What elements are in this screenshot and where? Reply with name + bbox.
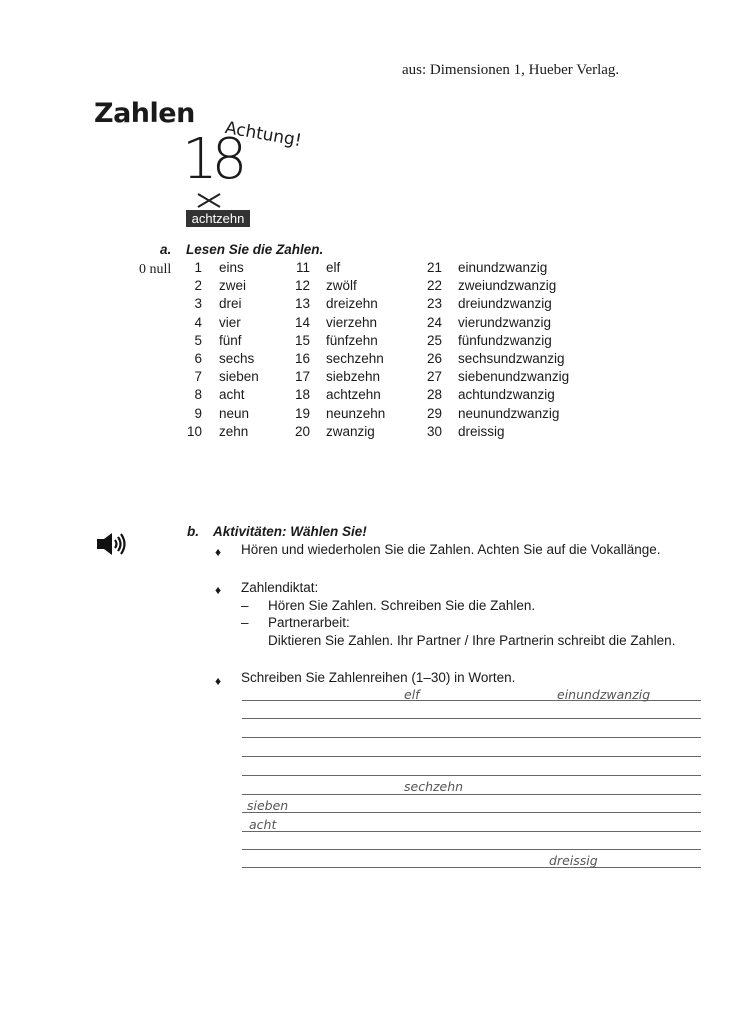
number-digit: 26 bbox=[426, 351, 442, 366]
handwritten-elf: elf bbox=[404, 687, 420, 702]
section-b-letter: b. bbox=[187, 524, 199, 539]
writing-line bbox=[242, 849, 701, 850]
number-digit: 10 bbox=[186, 423, 202, 439]
handwritten-einundzwanzig: einundzwanzig bbox=[557, 687, 651, 702]
number-word: sechsundzwanzig bbox=[458, 351, 565, 366]
writing-line bbox=[242, 794, 701, 795]
number-digit: 11 bbox=[295, 260, 310, 275]
number-word: sechs bbox=[219, 351, 255, 366]
writing-line bbox=[242, 775, 701, 776]
number-digit: 6 bbox=[194, 351, 202, 366]
number-word: fünfzehn bbox=[326, 332, 378, 348]
handwritten-dreissig: dreissig bbox=[549, 853, 598, 868]
number-word: zwanzig bbox=[326, 423, 375, 439]
number-word: neunzehn bbox=[326, 405, 386, 421]
number-digit: 25 bbox=[426, 332, 442, 348]
number-digit: 8 bbox=[194, 387, 202, 403]
number-word: neunundzwanzig bbox=[458, 405, 560, 421]
section-a-letter: a. bbox=[160, 242, 172, 257]
number-digit: 1 bbox=[194, 260, 202, 275]
number-word: achtundzwanzig bbox=[458, 387, 555, 403]
number-word: fünf bbox=[219, 332, 242, 348]
handwritten-sechzehn: sechzehn bbox=[404, 779, 464, 794]
number-word: acht bbox=[219, 387, 245, 403]
number-word: elf bbox=[326, 260, 341, 275]
achtzehn-tag: achtzehn bbox=[186, 210, 250, 227]
handwritten-sieben: sieben bbox=[247, 798, 289, 813]
achtung-label: Achtung! bbox=[223, 118, 304, 152]
number-word: einundzwanzig bbox=[458, 260, 548, 275]
writing-line bbox=[242, 737, 701, 738]
number-word: siebzehn bbox=[326, 369, 381, 385]
number-digit: 18 bbox=[294, 387, 310, 403]
number-digit: 4 bbox=[194, 314, 202, 330]
number-digit: 16 bbox=[294, 351, 310, 366]
number-digit: 7 bbox=[194, 369, 202, 385]
number-digit: 29 bbox=[426, 405, 442, 421]
number-digit: 3 bbox=[194, 296, 202, 312]
number-word: eins bbox=[219, 260, 244, 275]
source-citation: aus: Dimensionen 1, Hueber Verlag. bbox=[402, 62, 620, 78]
dash-1: – bbox=[241, 598, 249, 613]
number-digit: 12 bbox=[294, 278, 310, 294]
number-word: sieben bbox=[219, 369, 259, 385]
number-digit: 19 bbox=[294, 405, 310, 421]
number-digit: 5 bbox=[194, 332, 202, 348]
sub-2b-text: Diktieren Sie Zahlen. Ihr Partner / Ihre Partnerin schreibt die Zahlen. bbox=[268, 633, 676, 648]
bullet-1-text: Hören und wiederholen Sie die Zahlen. Achten Sie auf die Vokallänge. bbox=[241, 542, 661, 557]
number-word: vier bbox=[219, 314, 241, 330]
number-digit: 30 bbox=[426, 423, 442, 439]
number-digit: 13 bbox=[294, 296, 310, 312]
number-word: siebenundzwanzig bbox=[458, 369, 570, 385]
section-b-title: Aktivitäten: Wählen Sie! bbox=[213, 524, 367, 539]
number-digit: 27 bbox=[426, 369, 442, 385]
bullet-diamond: ♦ bbox=[215, 583, 222, 597]
writing-line bbox=[242, 831, 701, 832]
zero-null: 0 null bbox=[139, 262, 172, 277]
page-title: Zahlen bbox=[94, 98, 195, 129]
writing-line bbox=[242, 718, 701, 719]
speaker-icon bbox=[96, 532, 128, 556]
section-a-title: Lesen Sie die Zahlen. bbox=[186, 242, 324, 257]
number-digit: 20 bbox=[294, 423, 310, 439]
number-digit: 17 bbox=[294, 369, 310, 385]
writing-line bbox=[242, 867, 701, 868]
number-digit: 28 bbox=[426, 387, 442, 403]
number-digit: 21 bbox=[426, 260, 442, 275]
sub-1-text: Hören Sie Zahlen. Schreiben Sie die Zahlen. bbox=[268, 598, 536, 613]
number-digit: 9 bbox=[194, 405, 202, 421]
sub-2a-text: Partnerarbeit: bbox=[268, 615, 350, 630]
number-word: zweiundzwanzig bbox=[458, 278, 557, 294]
number-digit: 14 bbox=[294, 314, 310, 330]
number-word: drei bbox=[219, 296, 242, 312]
big-number-18: 18 bbox=[182, 127, 242, 192]
bullet-2-text: Zahlendiktat: bbox=[241, 580, 319, 595]
number-digit: 23 bbox=[426, 296, 442, 312]
crossed-pens-icon bbox=[196, 193, 222, 209]
number-word: zwei bbox=[219, 278, 247, 294]
dash-2: – bbox=[241, 615, 249, 630]
number-word: dreizehn bbox=[326, 296, 378, 312]
handwritten-acht: acht bbox=[249, 817, 277, 832]
number-word: neun bbox=[219, 405, 250, 421]
number-word: vierzehn bbox=[326, 314, 378, 330]
number-word: dreiundzwanzig bbox=[458, 296, 552, 312]
number-word: zehn bbox=[219, 423, 249, 439]
number-digit: 24 bbox=[426, 314, 442, 330]
writing-line bbox=[242, 812, 701, 813]
number-digit: 2 bbox=[194, 278, 202, 294]
number-digit: 15 bbox=[294, 332, 310, 348]
number-word: vierundzwanzig bbox=[458, 314, 552, 330]
bullet-diamond: ♦ bbox=[215, 674, 222, 688]
bullet-3-text: Schreiben Sie Zahlenreihen (1–30) in Worten. bbox=[241, 670, 516, 685]
number-word: zwölf bbox=[326, 278, 357, 294]
number-word: achtzehn bbox=[326, 387, 381, 403]
writing-line bbox=[242, 756, 701, 757]
number-word: fünfundzwanzig bbox=[458, 332, 552, 348]
number-word: sechzehn bbox=[326, 351, 384, 366]
bullet-diamond: ♦ bbox=[215, 545, 222, 559]
number-digit: 22 bbox=[426, 278, 442, 294]
number-word: dreissig bbox=[458, 423, 505, 439]
